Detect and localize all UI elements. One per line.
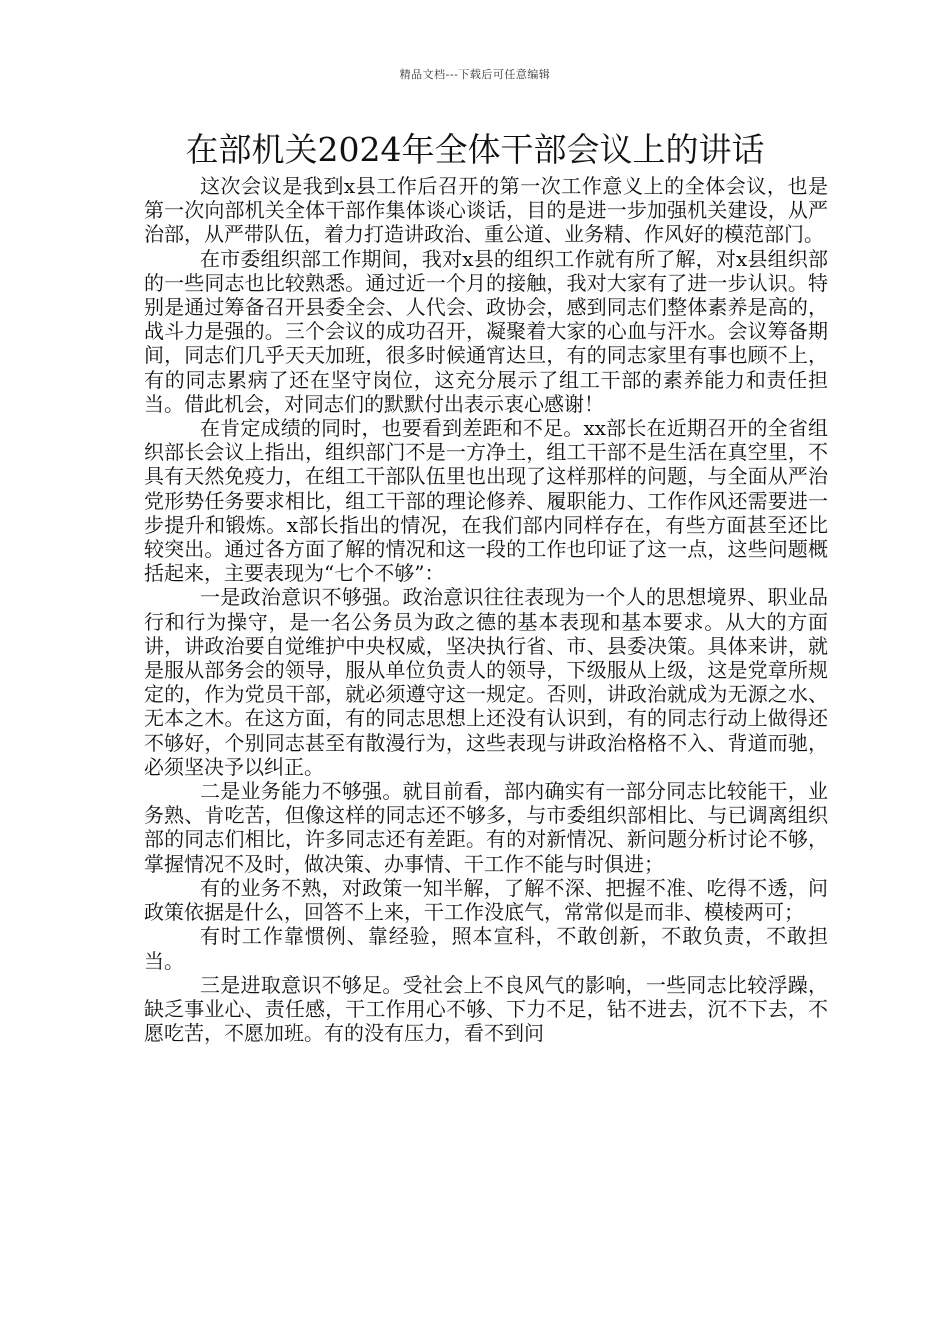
paragraph-5: 二是业务能力不够强。就目前看，部内确实有一部分同志比较能干，业务熟、肯吃苦，但像这样的同志还不够多，与市委组织部相比、与已调离组织部的同志们相比，许多同志还有差距。有的对新情况、新问题分析讨论不够，掌握情况不及时，做决策、办事情、干工作不能与时俱进； <box>144 779 828 876</box>
paragraph-7: 有时工作靠惯例、靠经验，照本宣科，不敢创新，不敢负责，不敢担当。 <box>144 924 828 973</box>
paragraph-1: 这次会议是我到x县工作后召开的第一次工作意义上的全体会议，也是第一次向部机关全体干部作集体谈心谈话，目的是进一步加强机关建设，从严治部，从严带队伍，着力打造讲政治、重公道、业务精、作风好的模范部门。 <box>144 174 828 247</box>
paragraph-8: 三是进取意识不够足。受社会上不良风气的影响，一些同志比较浮躁，缺乏事业心、责任感，干工作用心不够、下力不足，钻不进去，沉不下去，不愿吃苦，不愿加班。有的没有压力，看不到问 <box>144 972 828 1046</box>
paragraph-2: 在市委组织部工作期间，我对x县的组织工作就有所了解，对x县组织部的一些同志也比较熟悉。通过近一个月的接触，我对大家有了进一步认识。特别是通过筹备召开县委全会、人代会、政协会，感到同志们整体素养是高的，战斗力是强的。三个会议的成功召开，凝聚着大家的心血与汗水。会议筹备期间，同志们几乎天天加班，很多时候通宵达旦，有的同志家里有事也顾不上，有的同志累病了还在坚守岗位，这充分展示了组工干部的素养能力和责任担当。借此机会，对同志们的默默付出表示衷心感谢！ <box>144 246 828 416</box>
paragraph-6: 有的业务不熟，对政策一知半解，了解不深、把握不准、吃得不透，问政策依据是什么，回答不上来，干工作没底气，常常似是而非、模棱两可； <box>144 875 828 925</box>
document-title: 在部机关2024年全体干部会议上的讲话 <box>185 130 765 169</box>
document-body <box>144 174 828 1045</box>
paragraph-4: 一是政治意识不够强。政治意识往往表现为一个人的思想境界、职业品行和行为操守，是一名公务员为政之德的基本表现和基本要求。从大的方面讲，讲政治要自觉维护中央权威，坚决执行省、市、县委决策。具体来讲，就是服从部务会的领导，服从单位负责人的领导，下级服从上级，这是党章所规定的，作为党员干部，就必须遵守这一规定。否则，讲政治就成为无源之水、无本之木。在这方面，有的同志思想上还没有认识到，有的同志行动上做得还不够好，个别同志甚至有散漫行为，这些表现与讲政治格格不入、背道而驰，必须坚决予以纠正。 <box>144 585 828 779</box>
paragraph-3: 在肯定成绩的同时，也要看到差距和不足。xx部长在近期召开的全省组织部长会议上指出，组织部门不是一方净土，组工干部不是生活在真空里，不具有天然免疫力，在组工干部队伍里也出现了这样那样的问题，与全面从严治党形势任务要求相比，组工干部的理论修养、履职能力、工作作风还需要进一步提升和锻炼。x部长指出的情况，在我们部内同样存在，有些方面甚至还比较突出。通过各方面了解的情况和这一段的工作也印证了这一点，这些问题概括起来，主要表现为“七个不够”： <box>144 416 828 586</box>
header-note: 精品文档---下载后可任意编辑 <box>399 68 551 81</box>
